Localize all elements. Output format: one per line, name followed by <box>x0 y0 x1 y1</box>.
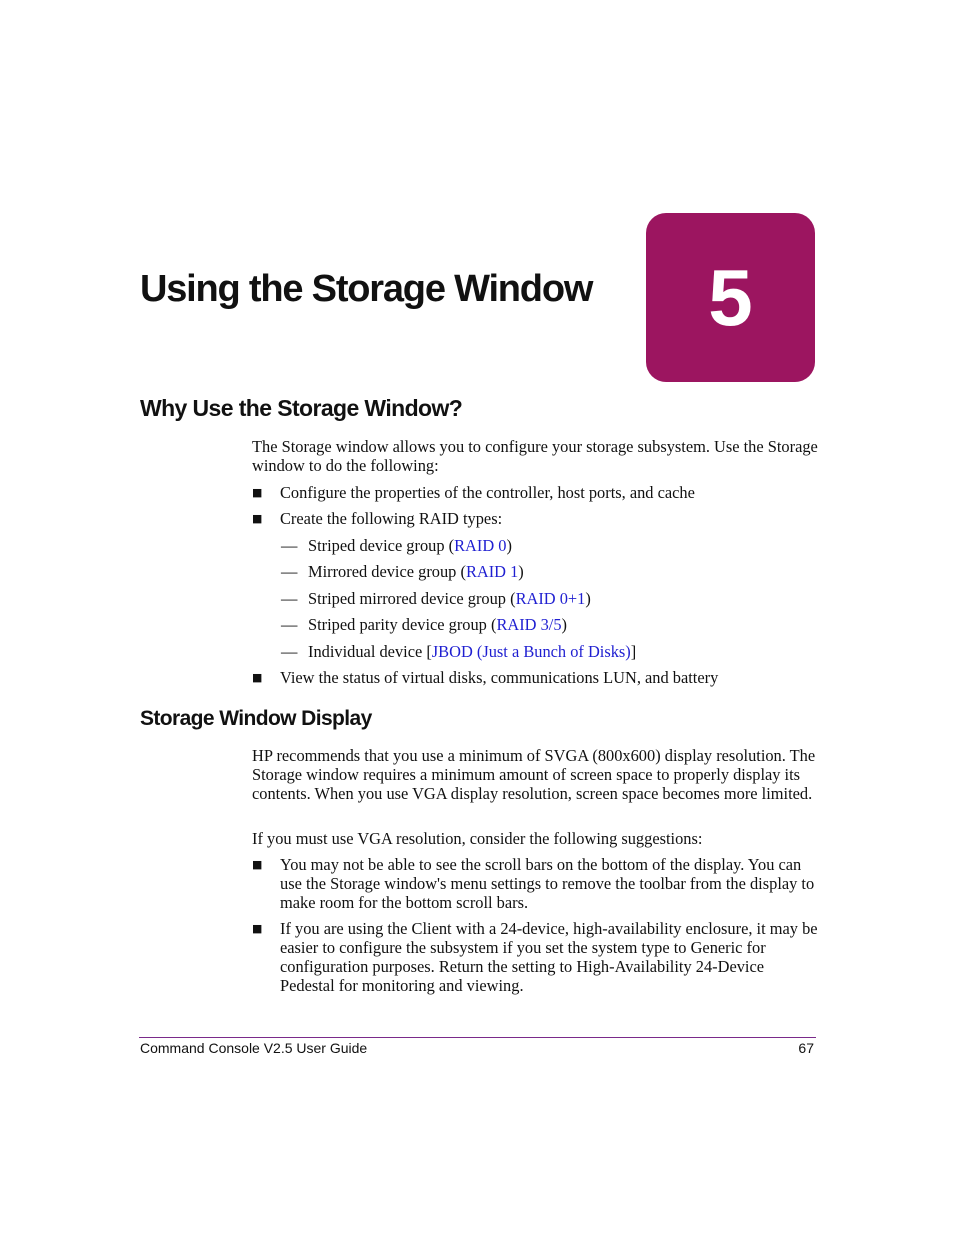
raid-type-item <box>281 642 636 661</box>
footer-guide-title: Command Console V2.5 User Guide <box>140 1040 368 1056</box>
dash-icon: — <box>281 536 298 555</box>
raid-type-text: Mirrored device group ( <box>308 562 466 581</box>
dash-icon: — <box>281 589 298 608</box>
list-item-text: If you are using the Client with a 24-device, high-availability enclosure, it may be easier to configure the subsystem if you set the system type to Generic for configuration purposes. Return the setting to High-Availability 24-Device Pedestal for monitoring and viewing. <box>280 919 818 995</box>
raid-0-1-link[interactable]: RAID 0+1 <box>515 589 586 608</box>
raid-type-close: ) <box>506 536 512 555</box>
bullet-icon: ■ <box>252 486 263 499</box>
raid-type-text: Striped mirrored device group ( <box>308 589 516 608</box>
raid-type-item <box>281 589 591 608</box>
raid-0-link[interactable]: RAID 0 <box>454 536 507 555</box>
footer-divider <box>139 1037 816 1038</box>
raid-type-item <box>281 536 512 555</box>
section1-intro: The Storage window allows you to configure your storage subsystem. Use the Storage window to do the following: <box>252 437 818 475</box>
raid-type-close: ) <box>585 589 591 608</box>
footer-page-number: 67 <box>798 1040 814 1056</box>
dash-icon: — <box>281 615 298 634</box>
bullet-icon: ■ <box>252 922 263 935</box>
list-item <box>252 668 818 687</box>
raid-type-text: Striped device group ( <box>308 536 455 555</box>
raid-type-item <box>281 562 524 581</box>
list-item <box>252 483 818 502</box>
bullet-icon: ■ <box>252 671 263 684</box>
raid-type-text: Striped parity device group ( <box>308 615 497 634</box>
list-item-text: You may not be able to see the scroll bars on the bottom of the display. You can use the Storage window's menu settings to remove the toolbar from the display to make room for the bottom scroll bars. <box>280 855 815 912</box>
raid-type-close: ) <box>518 562 524 581</box>
chapter-title: Using the Storage Window <box>140 268 593 310</box>
chapter-number-badge <box>646 213 815 382</box>
section-heading-why-use: Why Use the Storage Window? <box>140 395 463 421</box>
list-item-text: Create the following RAID types: <box>280 509 503 528</box>
dash-icon: — <box>281 642 298 661</box>
raid-type-close: ] <box>630 642 637 661</box>
jbod-link[interactable]: JBOD (Just a Bunch of Disks) <box>431 642 631 661</box>
list-item <box>252 855 818 912</box>
section2-para-1: HP recommends that you use a minimum of SVGA (800x600) display resolution. The Storage window requires a minimum amount of screen space to properly display its contents. When you use VGA display resolution, screen space becomes more limited. <box>252 746 816 803</box>
section2-para-2: If you must use VGA resolution, consider the following suggestions: <box>252 829 703 848</box>
list-item <box>252 919 818 995</box>
list-item-text: View the status of virtual disks, communications LUN, and battery <box>280 668 719 687</box>
raid-3-5-link[interactable]: RAID 3/5 <box>496 615 562 634</box>
section-heading-display: Storage Window Display <box>140 707 372 730</box>
raid-type-item <box>281 615 567 634</box>
raid-1-link[interactable]: RAID 1 <box>465 562 519 581</box>
chapter-number: 5 <box>708 252 753 342</box>
raid-type-text: Individual device [ <box>308 642 432 661</box>
bullet-icon: ■ <box>252 512 263 525</box>
dash-icon: — <box>281 562 298 581</box>
bullet-icon: ■ <box>252 858 263 871</box>
list-item <box>252 509 818 528</box>
list-item-text: Configure the properties of the controller, host ports, and cache <box>280 483 695 502</box>
raid-type-close: ) <box>561 615 568 634</box>
